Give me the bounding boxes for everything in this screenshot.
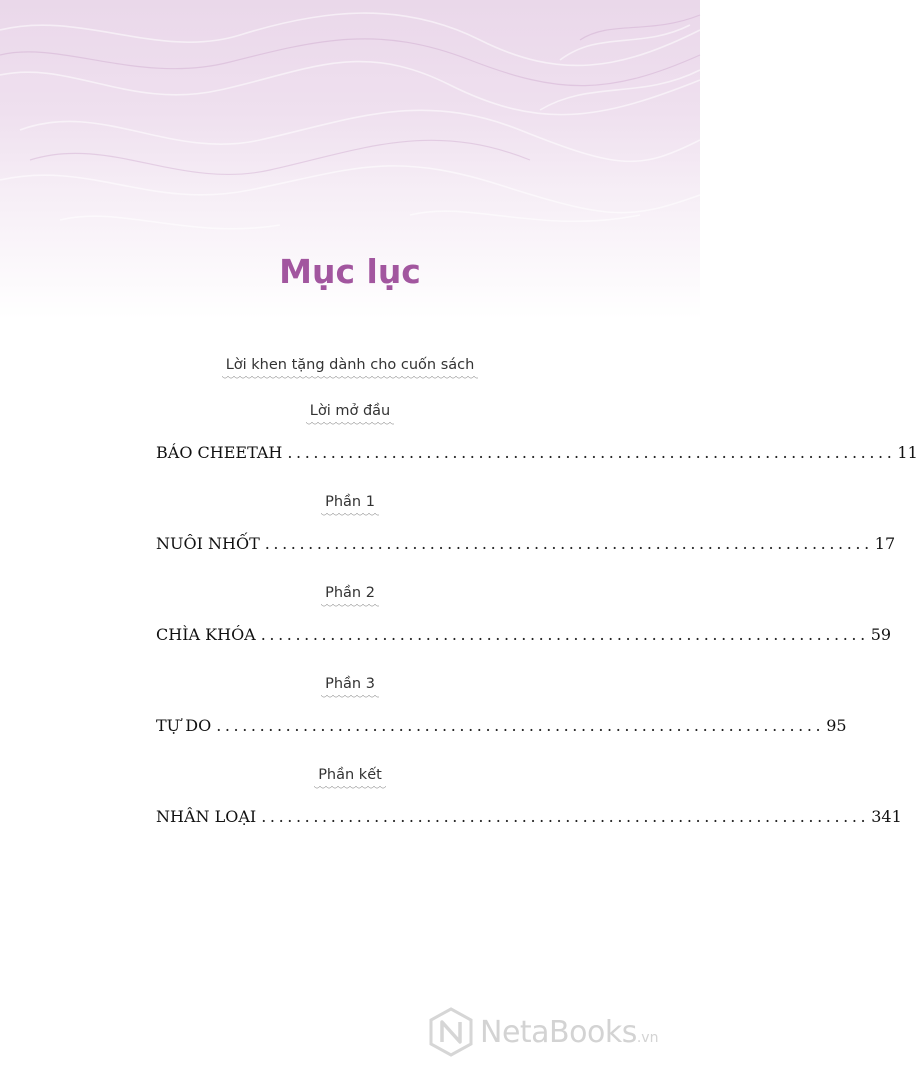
toc-entry-page: 59 bbox=[870, 625, 892, 644]
toc-entry[interactable] bbox=[156, 625, 892, 649]
toc-intro-label: Lời khen tặng dành cho cuốn sách bbox=[222, 357, 479, 376]
toc-entry-page: 95 bbox=[826, 716, 847, 735]
netabooks-logo-icon bbox=[428, 1007, 474, 1057]
toc-entry-title: NHÂN LOẠI bbox=[156, 807, 257, 826]
netabooks-watermark bbox=[428, 1004, 688, 1060]
dot-leader: ...................................................................... bbox=[216, 716, 825, 735]
toc-part-label: Phần 2 bbox=[321, 585, 379, 604]
page-title: Mục lục bbox=[279, 252, 421, 291]
dot-leader: ...................................................................... bbox=[260, 625, 869, 644]
toc-entry[interactable] bbox=[156, 443, 918, 467]
toc-part-heading bbox=[0, 767, 700, 786]
toc-intro-label: Lời mở đầu bbox=[306, 403, 394, 422]
toc-entry-title: BÁO CHEETAH bbox=[156, 443, 283, 462]
toc-entry-page: 11 bbox=[897, 443, 918, 462]
watermark-tld: .vn bbox=[636, 1030, 659, 1046]
toc-entry[interactable] bbox=[156, 534, 896, 558]
toc-part-heading bbox=[0, 585, 700, 604]
toc-entry-title: CHÌA KHÓA bbox=[156, 625, 256, 644]
toc-entry[interactable] bbox=[156, 716, 847, 740]
toc-intro-item[interactable] bbox=[0, 403, 700, 422]
dot-leader: ...................................................................... bbox=[287, 443, 896, 462]
dot-leader: ...................................................................... bbox=[261, 807, 870, 826]
toc-entry-page: 17 bbox=[874, 534, 896, 553]
toc-part-label: Phần kết bbox=[314, 767, 386, 786]
toc-part-heading bbox=[0, 676, 700, 695]
toc-part-label: Phần 1 bbox=[321, 494, 379, 513]
dot-leader: ...................................................................... bbox=[264, 534, 873, 553]
toc-intro-item[interactable] bbox=[0, 357, 700, 376]
toc-entry-title: NUÔI NHỐT bbox=[156, 534, 260, 553]
toc-part-label: Phần 3 bbox=[321, 676, 379, 695]
toc-entry-title: TỰ DO bbox=[156, 716, 212, 735]
toc-part-heading bbox=[0, 494, 700, 513]
toc-entry-page: 341 bbox=[871, 807, 902, 826]
watermark-brand: NetaBooks bbox=[480, 1014, 637, 1050]
toc-entry[interactable] bbox=[156, 807, 902, 831]
